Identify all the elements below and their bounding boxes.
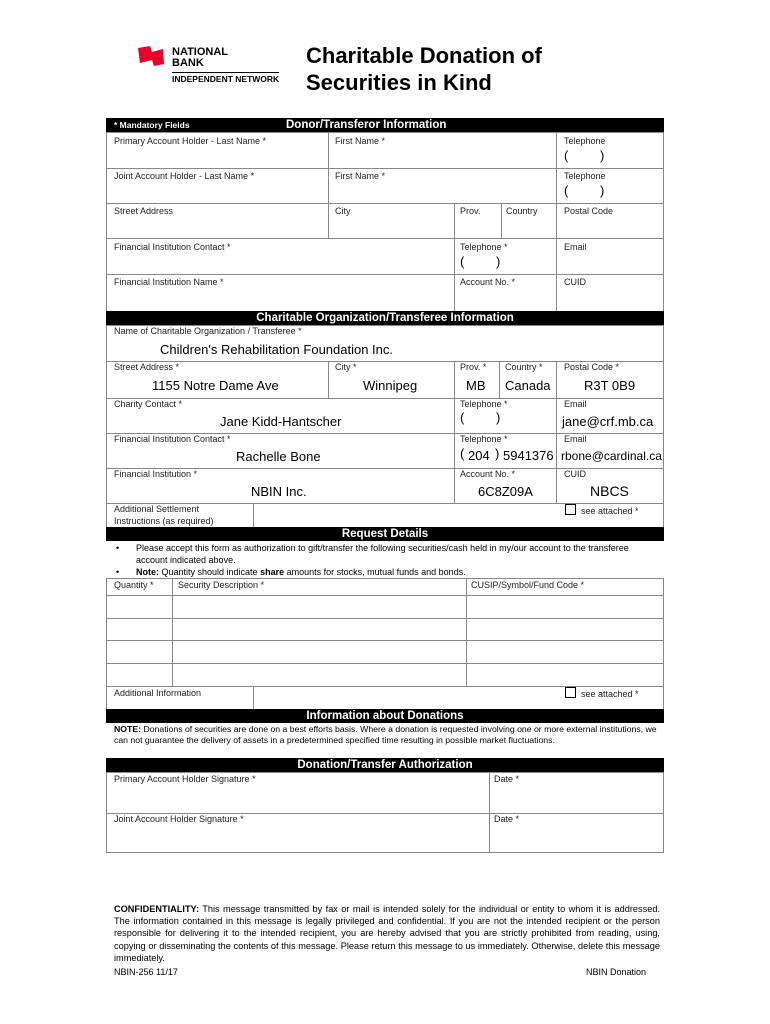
request-section-header bbox=[106, 527, 664, 541]
bullet-icon: • bbox=[116, 567, 120, 577]
divider bbox=[556, 132, 557, 314]
charity-postal-input[interactable]: R3T 0B9 bbox=[584, 378, 636, 393]
joint-last-name-label: Joint Account Holder - Last Name * bbox=[114, 171, 255, 181]
charity-fi-telephone-label: Telephone * bbox=[460, 434, 508, 444]
title-line-1: Charitable Donation of bbox=[306, 43, 542, 68]
joint-signature-field[interactable] bbox=[106, 826, 488, 852]
postal-code-label: Postal Code bbox=[564, 206, 614, 216]
charity-province-input[interactable]: MB bbox=[466, 378, 486, 393]
primary-last-name-input[interactable] bbox=[106, 147, 328, 167]
additional-see-attached-label: see attached * bbox=[581, 689, 639, 699]
charity-fi-phone-number-input[interactable]: 5941376 bbox=[503, 448, 554, 463]
phone-paren: ) bbox=[496, 254, 501, 269]
phone-paren: ) bbox=[496, 410, 501, 425]
charity-fi-contact-label: Financial Institution Contact * bbox=[114, 434, 231, 444]
primary-last-name-label: Primary Account Holder - Last Name * bbox=[114, 136, 267, 146]
fi-name-label: Financial Institution Name * bbox=[114, 277, 224, 287]
charity-street-label: Street Address * bbox=[114, 362, 180, 372]
cuid-label: CUID bbox=[564, 277, 586, 287]
national-bank-flag-icon bbox=[136, 44, 166, 72]
charity-fi-phone-area-input[interactable]: 204 bbox=[468, 448, 490, 463]
divider bbox=[106, 203, 664, 204]
securities-table-rows[interactable] bbox=[106, 596, 664, 686]
confidentiality-notice bbox=[114, 903, 660, 964]
settlement-label-1: Additional Settlement bbox=[114, 504, 200, 514]
country-label: Country bbox=[506, 206, 538, 216]
primary-date-field[interactable] bbox=[490, 786, 663, 812]
logo-line-3: INDEPENDENT NETWORK bbox=[172, 74, 280, 84]
phone-paren: ( bbox=[564, 148, 569, 163]
request-bullet-1-text: Please accept this form as authorization to gift/transfer the following securities/cash held in my/our account to the transferee account indicated above. bbox=[136, 543, 629, 565]
charity-contact-label: Charity Contact * bbox=[114, 399, 183, 409]
joint-signature-label: Joint Account Holder Signature * bbox=[114, 814, 244, 824]
street-address-input[interactable] bbox=[106, 217, 328, 237]
province-label: Prov. bbox=[460, 206, 481, 216]
phone-paren: ( bbox=[460, 446, 465, 461]
divider bbox=[106, 274, 664, 275]
joint-date-field[interactable] bbox=[490, 826, 663, 852]
info-section-title: Information about Donations bbox=[306, 710, 464, 722]
note-end: amounts for stocks, mutual funds and bonds. bbox=[284, 567, 466, 577]
fi-contact-label: Financial Institution Contact * bbox=[114, 242, 231, 252]
primary-telephone-label: Telephone bbox=[564, 136, 606, 146]
bullet-icon: • bbox=[116, 543, 120, 553]
street-address-label: Street Address bbox=[114, 206, 174, 216]
charity-cuid-label: CUID bbox=[564, 469, 586, 479]
charity-email-input[interactable]: jane@crf.mb.ca bbox=[562, 414, 654, 429]
logo-line-1: NATIONAL bbox=[172, 46, 229, 58]
primary-first-name-input[interactable] bbox=[329, 147, 555, 167]
additional-info-input[interactable] bbox=[254, 687, 554, 709]
joint-date-label: Date * bbox=[494, 814, 520, 824]
settlement-instructions-input[interactable] bbox=[254, 504, 554, 527]
settlement-label-2: Instructions (as required) bbox=[114, 516, 214, 526]
joint-last-name-input[interactable] bbox=[106, 182, 328, 202]
charity-postal-label: Postal Code * bbox=[564, 362, 620, 372]
charity-cuid-input[interactable]: NBCS bbox=[590, 483, 629, 499]
additional-see-attached-checkbox[interactable] bbox=[565, 687, 576, 698]
phone-paren: ) bbox=[600, 183, 605, 198]
charity-fi-input[interactable]: NBIN Inc. bbox=[251, 484, 307, 499]
quantity-column-header: Quantity * bbox=[114, 580, 154, 590]
divider bbox=[454, 361, 455, 503]
phone-paren: ) bbox=[600, 148, 605, 163]
request-bullet-1 bbox=[114, 542, 654, 566]
form-footer-label: NBIN Donation bbox=[586, 967, 647, 977]
charity-fi-email-input[interactable]: rbone@cardinal.ca bbox=[561, 449, 662, 463]
charity-section-title: Charitable Organization/Transferee Information bbox=[256, 312, 514, 324]
info-section-header bbox=[106, 709, 664, 723]
charity-country-input[interactable]: Canada bbox=[505, 378, 551, 393]
info-note bbox=[114, 724, 659, 746]
confidentiality-bold: CONFIDENTIALITY: bbox=[114, 904, 200, 914]
description-column-header: Security Description * bbox=[178, 580, 265, 590]
charity-telephone-label: Telephone * bbox=[460, 399, 508, 409]
divider bbox=[454, 203, 455, 314]
charity-fi-label: Financial Institution * bbox=[114, 469, 198, 479]
phone-paren: ( bbox=[564, 183, 569, 198]
phone-paren: ) bbox=[495, 446, 500, 461]
charity-name-label: Name of Charitable Organization / Transferee * bbox=[114, 326, 302, 336]
charity-name-input[interactable]: Children's Rehabilitation Foundation Inc. bbox=[160, 342, 394, 357]
donor-section-header bbox=[106, 118, 664, 132]
divider bbox=[499, 361, 500, 398]
primary-signature-label: Primary Account Holder Signature * bbox=[114, 774, 256, 784]
settlement-see-attached-checkbox[interactable] bbox=[565, 504, 576, 515]
phone-paren: ( bbox=[460, 254, 465, 269]
note-bold: Note: bbox=[136, 567, 159, 577]
note-text: Quantity should indicate bbox=[159, 567, 261, 577]
charity-city-input[interactable]: Winnipeg bbox=[363, 378, 418, 393]
account-number-label: Account No. * bbox=[460, 277, 516, 287]
request-note bbox=[114, 566, 654, 578]
fi-contact-input[interactable] bbox=[106, 252, 453, 272]
divider bbox=[328, 361, 329, 398]
charity-email-label: Email bbox=[564, 399, 587, 409]
cusip-column-header: CUSIP/Symbol/Fund Code * bbox=[471, 580, 585, 590]
form-code: NBIN-256 11/17 bbox=[114, 967, 178, 977]
charity-country-label: Country * bbox=[505, 362, 543, 372]
request-section-title: Request Details bbox=[341, 528, 429, 540]
joint-first-name-label: First Name * bbox=[335, 171, 386, 181]
charity-account-label: Account No. * bbox=[460, 469, 516, 479]
logo-line-2: BANK bbox=[172, 57, 204, 69]
title-line-2: Securities in Kind bbox=[306, 70, 492, 95]
request-instructions bbox=[114, 542, 654, 578]
donor-section-title: Donor/Transferor Information bbox=[286, 119, 447, 131]
additional-info-label: Additional Information bbox=[114, 688, 202, 698]
settlement-see-attached-label: see attached * bbox=[581, 506, 639, 516]
phone-paren: ( bbox=[460, 410, 465, 425]
note-share: share bbox=[260, 567, 285, 577]
charity-street-input[interactable]: 1155 Notre Dame Ave bbox=[152, 378, 279, 393]
charity-fi-contact-input[interactable]: Rachelle Bone bbox=[236, 449, 321, 464]
form-title bbox=[306, 42, 542, 96]
info-note-bold: NOTE: bbox=[114, 724, 142, 734]
primary-date-label: Date * bbox=[494, 774, 520, 784]
fi-email-label: Email bbox=[564, 242, 587, 252]
national-bank-logo bbox=[136, 44, 286, 88]
divider bbox=[106, 238, 664, 239]
joint-telephone-label: Telephone bbox=[564, 171, 606, 181]
confidentiality-text: This message transmitted by fax or mail is intended solely for the individual or entity to whom it is addressed. The information contained in this message is legally privileged and confidential. If you are not the intended recipient or the person responsible for delivering it to the intended recipient, you are hereby advised that you are strictly prohibited from reading, using, copying or disseminating the contents of this message. Please return this message to us immediately. Otherwise, delete this message immediately. bbox=[114, 904, 660, 963]
charity-city-label: City * bbox=[335, 362, 357, 372]
primary-signature-field[interactable] bbox=[106, 786, 488, 812]
auth-section-header bbox=[106, 758, 664, 772]
donation-form bbox=[106, 118, 664, 853]
divider bbox=[106, 168, 664, 169]
auth-section-title: Donation/Transfer Authorization bbox=[297, 759, 473, 771]
fi-name-input[interactable] bbox=[106, 288, 453, 312]
divider bbox=[556, 361, 557, 503]
charity-account-input[interactable]: 6C8Z09A bbox=[478, 484, 533, 499]
charity-section-header bbox=[106, 311, 664, 325]
charity-fi-email-label: Email bbox=[564, 434, 587, 444]
city-label: City bbox=[335, 206, 351, 216]
divider bbox=[501, 203, 502, 239]
fi-telephone-label: Telephone * bbox=[460, 242, 508, 252]
charity-province-label: Prov. * bbox=[460, 362, 487, 372]
charity-contact-input[interactable]: Jane Kidd-Hantscher bbox=[220, 414, 342, 429]
info-note-text: Donations of securities are done on a best efforts basis. Where a donation is requested involving one or more external institutions, we can not guarantee the delivery of assets in a predetermined specified time resulting in possible market fluctuations. bbox=[114, 724, 657, 745]
primary-first-name-label: First Name * bbox=[335, 136, 386, 146]
mandatory-note: * Mandatory Fields bbox=[114, 120, 190, 130]
